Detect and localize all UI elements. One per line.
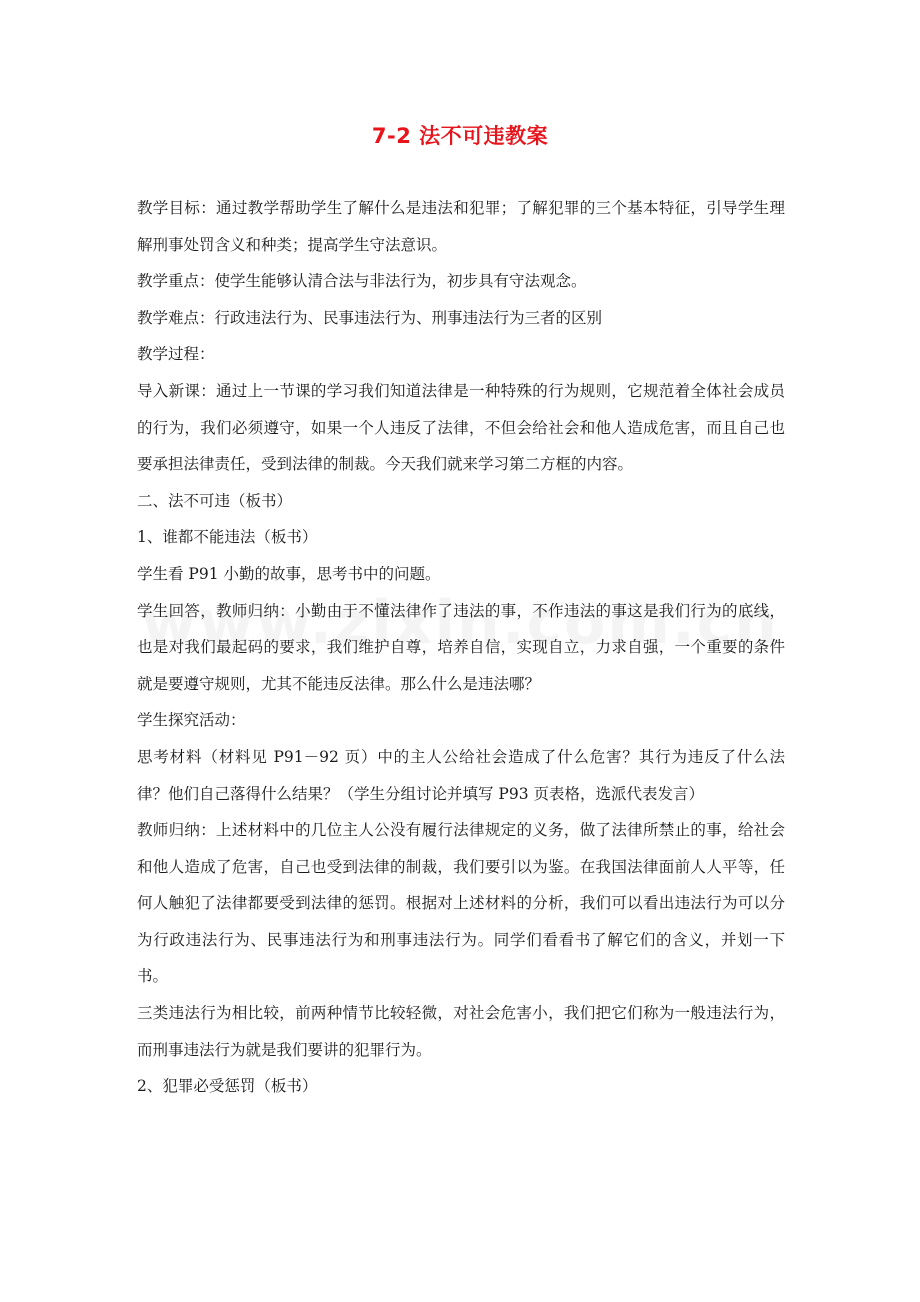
paragraph-teacher-summary: 教师归纳：上述材料中的几位主人公没有履行法律规定的义务，做了法律所禁止的事，给社会和他人造成了危害，自己也受到法律的制裁，我们要引以为鉴。在我国法律面前人人平等，任何人触犯了法律都要受到法律的惩罚。根据对上述材料的分析，我们可以看出违法行为可以分为行政违法行为、民事违法行为和刑事违法行为。同学们看看书了解它们的含义，并划一下书。	[137, 821, 785, 986]
paragraph-key-points: 教学重点：使学生能够认清合法与非法行为，初步具有守法观念。	[137, 272, 587, 291]
paragraph-process-heading: 教学过程：	[137, 345, 215, 364]
section-heading-2: 二、法不可违（板书）	[137, 491, 293, 510]
page-title: 7-2 法不可违教案	[371, 124, 549, 148]
paragraph-teaching-goals: 教学目标：通过教学帮助学生了解什么是违法和犯罪；了解犯罪的三个基本特征，引导学生理解刑事处罚含义和种类；提高学生守法意识。	[137, 199, 785, 254]
document-body	[137, 190, 785, 1105]
paragraph-comparison: 三类违法行为相比较，前两种情节比较轻微，对社会危害小，我们把它们称为一般违法行为，而刑事违法行为就是我们要讲的犯罪行为。	[137, 1004, 785, 1059]
subsection-heading-1: 1、谁都不能违法（板书）	[137, 528, 318, 547]
subsection-heading-2: 2、犯罪必受惩罚（板书）	[137, 1077, 318, 1096]
paragraph-read-story: 学生看 P91 小勤的故事，思考书中的问题。	[137, 564, 441, 583]
paragraph-introduction: 导入新课：通过上一节课的学习我们知道法律是一种特殊的行为规则，它规范着全体社会成员的行为，我们必须遵守，如果一个人违反了法律，不但会给社会和他人造成危害，而且自己也要承担法律责任，受到法律的制裁。今天我们就来学习第二方框的内容。	[137, 381, 785, 474]
paragraph-difficulties: 教学难点：行政违法行为、民事违法行为、刑事违法行为三者的区别	[137, 308, 603, 327]
paragraph-activity-heading: 学生探究活动：	[137, 711, 246, 730]
paragraph-think-material: 思考材料（材料见 P91－92 页）中的主人公给社会造成了什么危害？其行为违反了什么法律？他们自己落得什么结果？（学生分组讨论并填写 P93 页表格，选派代表发言）	[137, 747, 785, 803]
paragraph-student-answer: 学生回答，教师归纳：小勤由于不懂法律作了违法的事，不作违法的事这是我们行为的底线，也是对我们最起码的要求，我们维护自尊，培养自信，实现自立，力求自强，一个重要的条件就是要遵守规则，尤其不能违反法律。那么什么是违法哪？	[137, 601, 785, 693]
